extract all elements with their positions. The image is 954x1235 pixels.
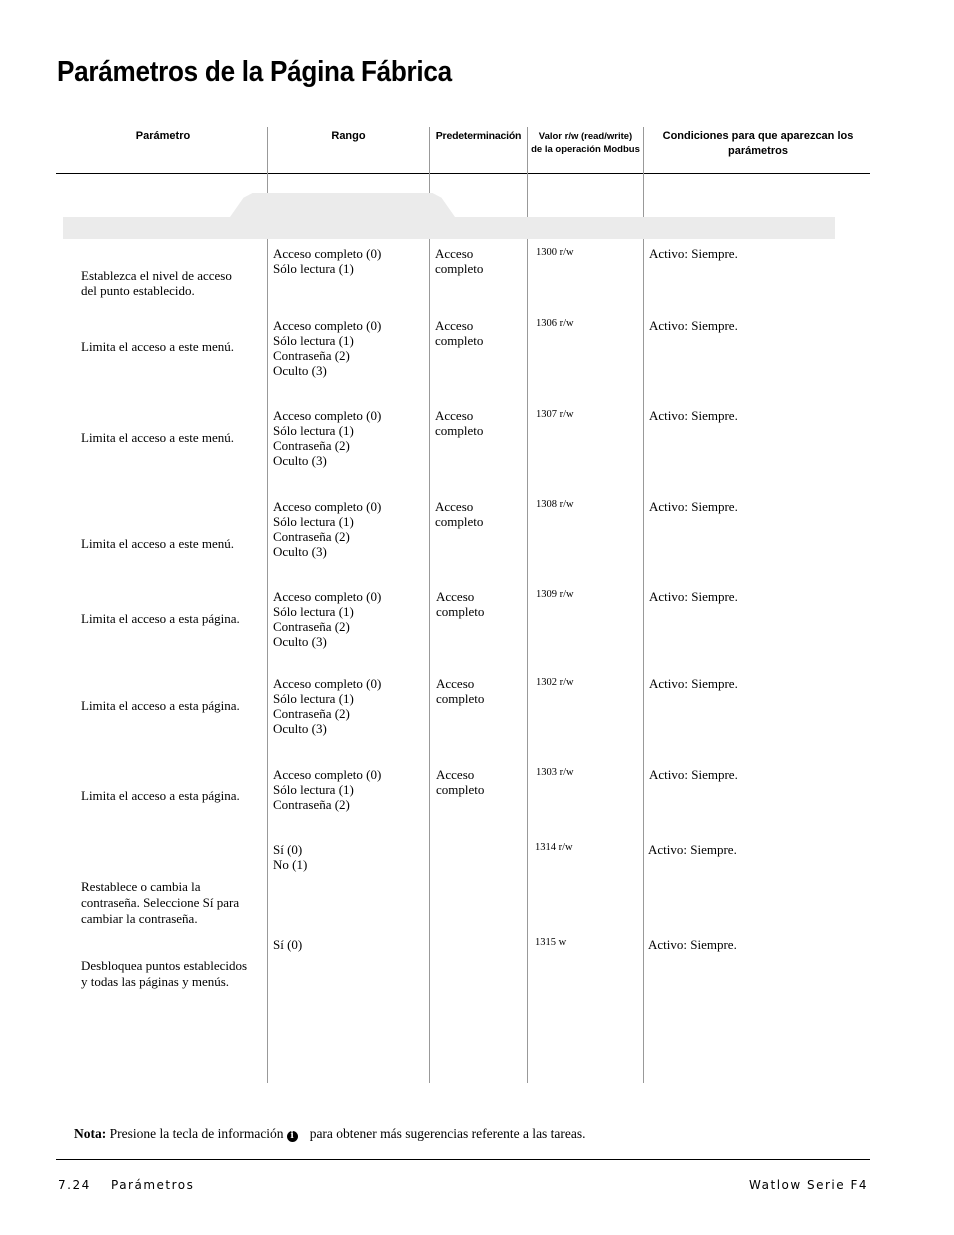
header-conditions: Condiciones para que aparezcan los parámetros [662, 130, 854, 157]
row-default: Acceso completo [435, 318, 484, 348]
row-description: Limita el acceso a esta página. [81, 611, 240, 626]
footer-rule [56, 1159, 870, 1160]
row-default: Acceso completo [436, 767, 485, 797]
footer-page-number: 7.24 [58, 1178, 91, 1192]
note [74, 1126, 586, 1142]
row-modbus: 1308 r/w [536, 499, 574, 510]
row-description: Limita el acceso a esta página. [81, 698, 240, 713]
row-description: Limita el acceso a este menú. [81, 339, 235, 354]
row-description: Limita el acceso a este menú. [81, 536, 235, 551]
note-text-after: para obtener más sugerencias referente a las tareas. [309, 1126, 586, 1141]
row-range: Sí (0) [273, 937, 303, 952]
row-condition: Activo: Siempre. [649, 318, 738, 333]
header-range: Rango [331, 130, 366, 142]
row-condition: Activo: Siempre. [649, 408, 738, 423]
row-default: Acceso completo [435, 499, 484, 529]
row-description: Desbloquea puntos establecidos y todas las páginas y menús. [81, 958, 248, 989]
row-condition: Activo: Siempre. [649, 589, 738, 604]
row-modbus: 1302 r/w [536, 677, 574, 688]
row-modbus: 1307 r/w [536, 409, 574, 420]
section-tab [230, 193, 455, 217]
row-modbus: 1300 r/w [536, 247, 574, 258]
section-band [63, 217, 835, 239]
row-condition: Activo: Siempre. [648, 842, 737, 857]
row-default: Acceso completo [435, 408, 484, 438]
row-condition: Activo: Siempre. [649, 246, 738, 261]
row-condition: Activo: Siempre. [649, 676, 738, 691]
header-parameter: Parámetro [135, 130, 191, 142]
column-divider [429, 127, 430, 1083]
row-range: Acceso completo (0) Sólo lectura (1) [273, 246, 382, 276]
footer-brand: Watlow Serie F4 [749, 1178, 868, 1192]
info-icon: i [287, 1131, 298, 1142]
header-default: Predeterminación [435, 130, 522, 142]
note-text: Presione la tecla de información [109, 1126, 284, 1141]
header-modbus-line2: de la operación Modbus [531, 144, 640, 155]
row-condition: Activo: Siempre. [649, 499, 738, 514]
row-default: Acceso completo [436, 589, 485, 619]
note-label: Nota: [74, 1126, 107, 1141]
row-modbus: 1303 r/w [536, 767, 574, 778]
row-modbus: 1314 r/w [535, 842, 573, 853]
row-range: Acceso completo (0) Sólo lectura (1) Contraseña (2) Oculto (3) [273, 408, 382, 468]
row-range: Acceso completo (0) Sólo lectura (1) Contraseña (2) Oculto (3) [273, 676, 382, 736]
row-range: Acceso completo (0) Sólo lectura (1) Contraseña (2) [273, 767, 382, 812]
column-divider [267, 127, 268, 1083]
header-modbus [528, 130, 643, 156]
header-modbus-line1: Valor r/w (read/write) [538, 131, 633, 142]
footer-section: Parámetros [111, 1178, 195, 1192]
row-default: Acceso completo [436, 676, 485, 706]
row-modbus: 1309 r/w [536, 589, 574, 600]
row-description: Limita el acceso a este menú. [81, 430, 235, 445]
row-condition: Activo: Siempre. [649, 767, 738, 782]
row-default: Acceso completo [435, 246, 484, 276]
row-range: Sí (0) No (1) [273, 842, 308, 872]
header-rule [56, 173, 870, 174]
row-description: Establezca el nivel de acceso del punto establecido. [81, 268, 232, 298]
row-modbus: 1306 r/w [536, 318, 574, 329]
row-range: Acceso completo (0) Sólo lectura (1) Contraseña (2) Oculto (3) [273, 318, 382, 378]
row-description: Restablece o cambia la contraseña. Seleccione Sí para cambiar la contraseña. [81, 879, 240, 926]
row-description: Limita el acceso a esta página. [81, 788, 240, 803]
page-title: Parámetros de la Página Fábrica [57, 56, 452, 88]
column-divider [527, 127, 528, 1083]
row-modbus: 1315 w [535, 937, 567, 948]
row-range: Acceso completo (0) Sólo lectura (1) Contraseña (2) Oculto (3) [273, 499, 382, 559]
column-divider [643, 127, 644, 1083]
row-condition: Activo: Siempre. [648, 937, 737, 952]
row-range: Acceso completo (0) Sólo lectura (1) Contraseña (2) Oculto (3) [273, 589, 382, 649]
